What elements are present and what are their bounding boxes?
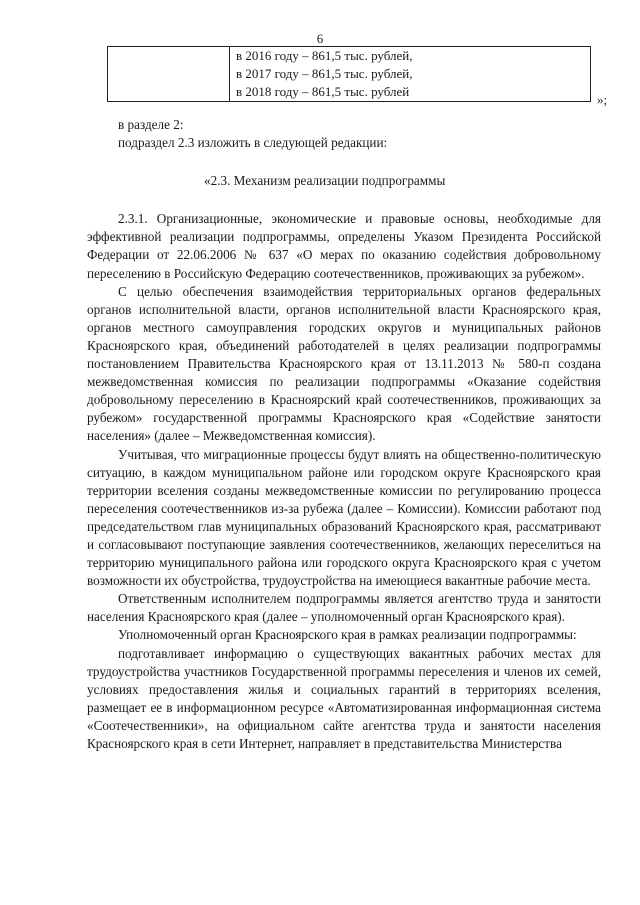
amendment-instruction: подраздел 2.3 изложить в следующей редакции: <box>118 135 388 151</box>
table-empty-cell <box>108 47 230 102</box>
funding-table <box>107 46 591 102</box>
paragraph: Учитывая, что миграционные процессы будут влиять на общественно-политическую ситуацию, в каждом муниципальном районе или городском округе Красноярского края территории вселения созданы межведомственные комиссии по регулированию процесса переселения соотечественников из-за рубежа (далее – Комиссии). Комиссии работают под председательством глав муниципальных образований Красноярского края, рассматривают и согласовывают поступающие заявления соотечественников, желающих переселиться на территорию муниципального района или городского округа Красноярского края с учетом возможности их обустройства, трудоустройства на имеющиеся вакантные рабочие места. <box>87 446 601 589</box>
funding-row: в 2018 году – 861,5 тыс. рублей <box>236 84 410 99</box>
section-reference: в разделе 2: <box>118 117 184 132</box>
paragraph: подготавливает информацию о существующих вакантных рабочих местах для трудоустройства участников Государственной программы переселения и членов их семей, условиях предоставления жилья и социальных гарантий в территориях вселения, размещает ее в информационном ресурсе «Автоматизированная информационная система «Соотечественники», на официальном сайте агентства труда и занятости населения Красноярского края в сети Интернет, направляет в представительства Министерства <box>87 645 601 751</box>
funding-row: в 2016 году – 861,5 тыс. рублей, <box>236 48 413 63</box>
page-number: 6 <box>316 31 324 46</box>
document-body <box>87 116 601 753</box>
paragraph: 2.3.1. Организационные, экономические и правовые основы, необходимые для эффективной реализации подпрограммы, определены Указом Президента Российской Федерации от 22.06.2006 № 637 «О мерах по оказанию содействия добровольному переселению в Российскую Федерацию соотечественников, проживающих за рубежом». <box>87 211 601 281</box>
closing-quote-mark: »; <box>597 92 608 107</box>
paragraph: Ответственным исполнителем подпрограммы является агентство труда и занятости населения Красноярского края (далее – уполномоченный орган Красноярского края). <box>87 591 601 625</box>
table-value-cell <box>230 47 591 102</box>
subsection-heading: «2.3. Механизм реализации подпрограммы <box>204 173 446 189</box>
funding-row: в 2017 году – 861,5 тыс. рублей, <box>236 66 413 81</box>
paragraph: Уполномоченный орган Красноярского края в рамках реализации подпрограммы: <box>118 627 577 643</box>
paragraph: С целью обеспечения взаимодействия территориальных органов федеральных органов исполнительной власти, органов исполнительной власти Красноярского края, органов местного самоуправления городских округов и муниципальных районов Красноярского края, объединений работодателей в целях реализации подпрограммы постановлением Правительства Красноярского края от 13.11.2013 № 580-п создана межведомственная комиссия по реализации подпрограммы «Оказание содействия добровольному переселению в Красноярский край соотечественников, проживающих за рубежом» государственной программы Красноярского края «Содействие занятости населения» (далее – Межведомственная комиссия). <box>87 283 601 444</box>
